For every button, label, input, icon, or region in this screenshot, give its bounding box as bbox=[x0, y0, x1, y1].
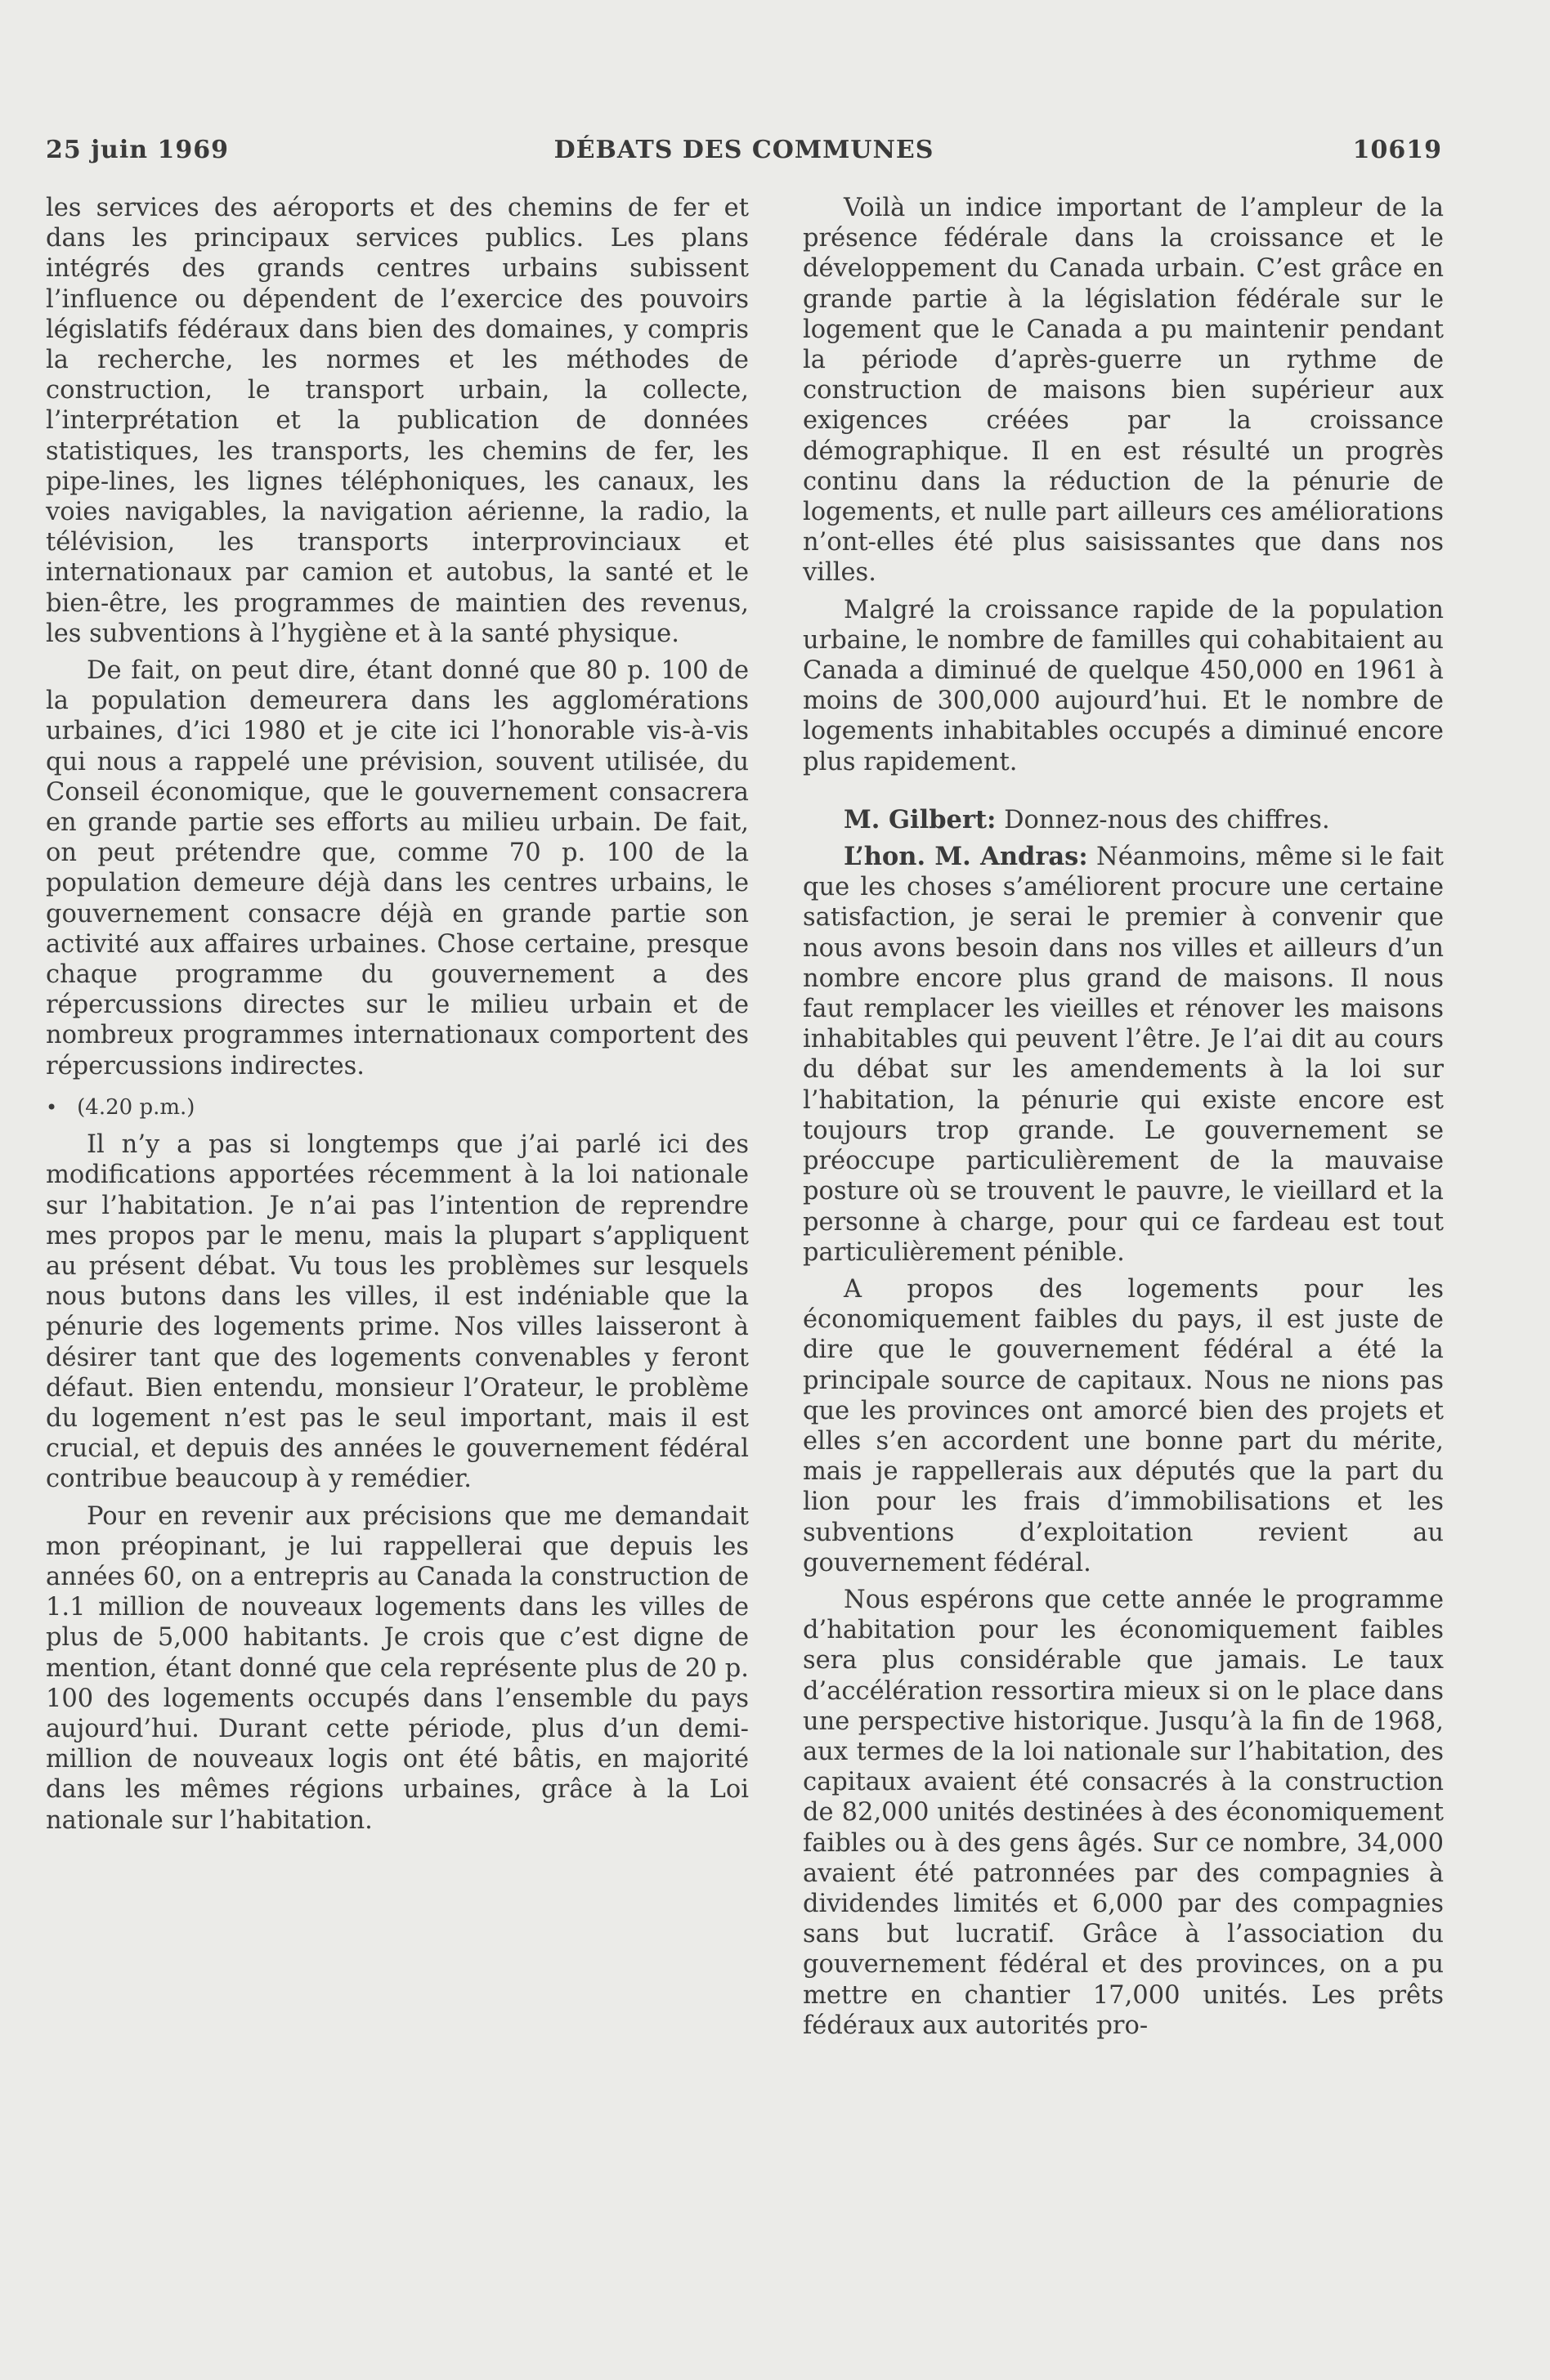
speech-paragraph bbox=[803, 842, 1444, 1268]
header-title: DÉBATS DES COMMUNES bbox=[553, 136, 934, 164]
page-header bbox=[46, 136, 1442, 172]
paragraph: Pour en revenir aux précisions que me demandait mon préopinant, je lui rappellerai que depuis les années 60, on a entrepris au Canada la construction de 1.1 million de nouveaux logements dans les villes de plus de 5,000 habitants. Je crois que c’est digne de mention, étant donné que cela représente plus de 20 p. 100 des logements occupés dans l’ensemble du pays aujourd’hui. Durant cette période, plus d’un demi-million de nouveaux logis ont été bâtis, en majorité dans les mêmes régions urbaines, grâce à la Loi nationale sur l’habitation. bbox=[46, 1501, 749, 1835]
speaker-name: M. Gilbert: bbox=[844, 804, 997, 834]
paragraph: Malgré la croissance rapide de la population urbaine, le nombre de familles qui cohabitaient au Canada a diminué de quelque 450,000 en 1961 à moins de 300,000 aujourd’hui. Et le nombre de logements inhabitables occupés a diminué encore plus rapidement. bbox=[803, 595, 1444, 776]
paragraph: Nous espérons que cette année le programme d’habitation pour les économiquement faibles sera plus considérable que jamais. Le taux d’accélération ressortira mieux si on le place dans une perspective historique. Jusqu’à la fin de 1968, aux termes de la loi nationale sur l’habitation, des capitaux avaient été consacrés à la construction de 82,000 unités destinées à des économiquement faibles ou à des gens âgés. Sur ce nombre, 34,000 avaient été patronnées par des compagnies à dividendes limités et 6,000 par des compagnies sans but lucratif. Grâce à l’association du gouvernement fédéral et des provinces, on a pu mettre en chantier 17,000 unités. Les prêts fédéraux aux autorités pro- bbox=[803, 1585, 1444, 2040]
paragraph: les services des aéroports et des chemins de fer et dans les principaux services publics. Les plans intégrés des grands centres urbains subissent l’influence ou dépendent de l’exercice des pouvoirs législatifs fédéraux dans bien des domaines, y compris la recherche, les normes et les méthodes de construction, le transport urbain, la collecte, l’interprétation et la publication de données statistiques, les transports, les chemins de fer, les pipe-lines, les lignes téléphoniques, les canaux, les voies navigables, la navigation aérienne, la radio, la télévision, les transports interprovinciaux et internationaux par camion et autobus, la santé et le bien-être, les programmes de maintien des revenus, les subventions à l’hygiène et à la santé physique. bbox=[46, 194, 749, 648]
paragraph: Voilà un indice important de l’ampleur de la présence fédérale dans la croissance et le développement du Canada urbain. C’est grâce en grande partie à la législation fédérale sur le logement que le Canada a pu maintenir pendant la période d’après-guerre un rythme de construction de maisons bien supérieur aux exigences créées par la croissance démographique. Il en est résulté un progrès continu dans la réduction de la pénurie de logements, et nulle part ailleurs ces améliorations n’ont-elles été plus saisissantes que dans nos villes. bbox=[803, 194, 1444, 588]
paragraph: De fait, on peut dire, étant donné que 80 p. 100 de la population demeurera dans les agglomérations urbaines, d’ici 1980 et je cite ici l’honorable vis-à-vis qui nous a rappelé une prévision, souvent utilisée, du Conseil économique, que le gouvernement consacrera en grande partie ses efforts au milieu urbain. De fait, on peut prétendre que, comme 70 p. 100 de la population demeure déjà dans les centres urbains, le gouvernement consacre déjà en grande partie son activité aux affaires urbaines. Chose certaine, presque chaque programme du gouvernement a des répercussions directes sur le milieu urbain et de nombreux programmes internationaux comportent des répercussions indirectes. bbox=[46, 656, 749, 1080]
speech-text: Néanmoins, même si le fait que les choses s’améliorent procure une certaine satisfaction, je serai le premier à convenir que nous avons besoin dans nos villes et ailleurs d’un nombre encore plus grand de maisons. Il nous faut remplacer les vieilles et rénover les maisons inhabitables qui peuvent l’être. Je l’ai dit au cours du débat sur les amendements à la loi sur l’habitation, la pénurie qui existe encore est toujours trop grande. Le gouvernement se préoccupe particulièrement de la mauvaise posture où se trouvent le pauvre, le vieillard et la personne à charge, pour qui ce fardeau est tout particulièrement pénible. bbox=[803, 843, 1444, 1267]
timestamp bbox=[46, 1093, 749, 1123]
right-column bbox=[803, 193, 1444, 2041]
bullet-icon: • bbox=[46, 1095, 58, 1119]
paragraph: Il n’y a pas si longtemps que j’ai parlé ici des modifications apportées récemment à la loi nationale sur l’habitation. Je n’ai pas l’intention de reprendre mes propos par le menu, mais la plupart s’appliquent au présent débat. Vu tous les problèmes sur lesquels nous butons dans les villes, il est indéniable que la pénurie des logements prime. Nos villes laisseront à désirer tant que des logements convenables y feront défaut. Bien entendu, monsieur l’Orateur, le problème du logement n’est pas le seul important, mais il est crucial, et depuis des années le gouvernement fédéral contribue beaucoup à y remédier. bbox=[46, 1130, 749, 1494]
interjection bbox=[803, 805, 1444, 835]
header-page-number: 10619 bbox=[1352, 136, 1442, 164]
speaker-name: L’hon. M. Andras: bbox=[844, 842, 1088, 872]
header-date: 25 juin 1969 bbox=[46, 136, 230, 164]
interjection-text: Donnez-nous des chiffres. bbox=[996, 805, 1330, 834]
timestamp-text: (4.20 p.m.) bbox=[77, 1094, 195, 1120]
paragraph: A propos des logements pour les économiquement faibles du pays, il est juste de dire que le gouvernement fédéral a été la principale source de capitaux. Nous ne nions pas que les provinces ont amorcé bien des projets et elles s’en accordent une bonne part du mérite, mais je rappellerais aux députés que la part du lion pour les frais d’immobilisations et les subventions d’exploitation revient au gouvernement fédéral. bbox=[803, 1274, 1444, 1577]
left-column bbox=[46, 193, 749, 1836]
